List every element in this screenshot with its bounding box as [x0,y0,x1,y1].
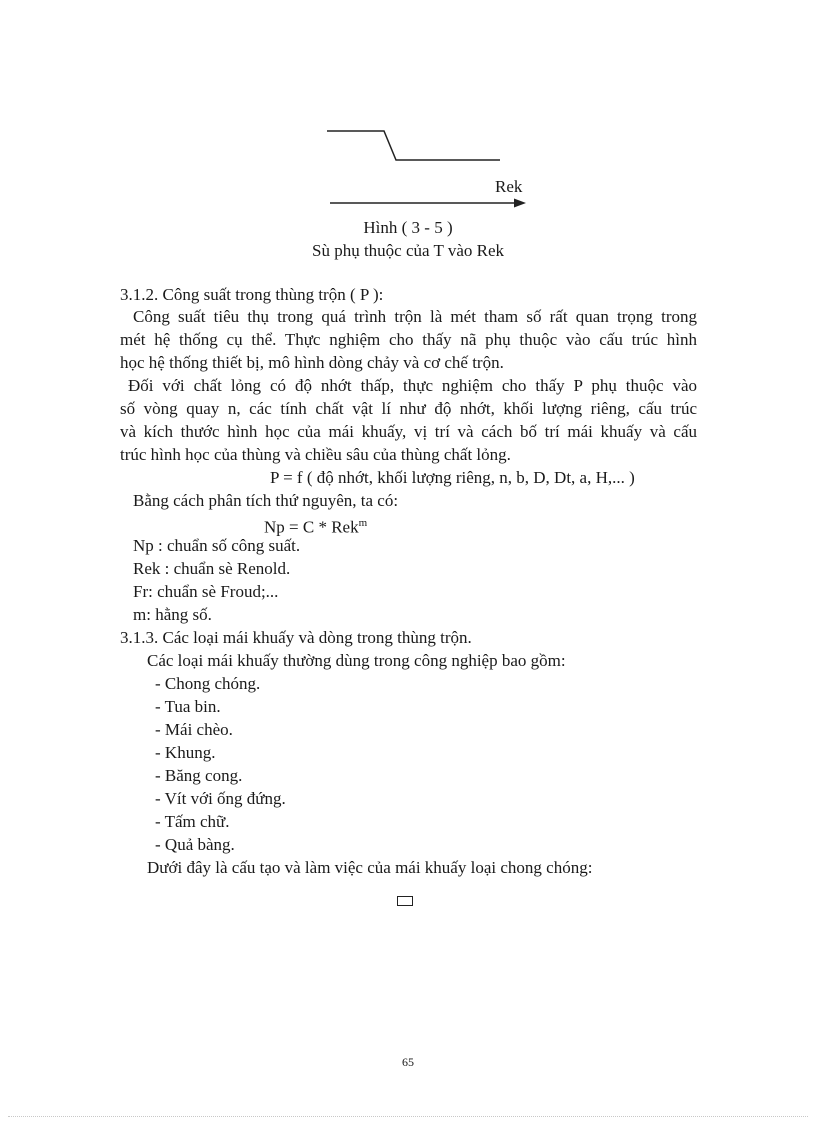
list-item: - Tua bin. [155,697,221,716]
para2-line-4: trúc hình học của thùng và chiều sâu của thùng chất lỏng. [120,445,511,464]
list-item: - Mái chèo. [155,720,233,739]
para2-line-2: số vòng quay n, các tính chất vật lí như độ nhớt, khối lượng riêng, cấu trúc [120,399,697,418]
list-item: - Tấm chữ. [155,812,230,831]
definition-m: m: hằng số. [133,605,212,624]
formula-np-exponent: m [358,517,368,529]
embedded-figure-placeholder [397,896,413,906]
para1-line-3: học hệ thống thiết bị, mô hình dòng chảy và cơ chế trộn. [120,353,504,372]
para2-line-3: và kích thước hình học của mái khuấy, vị trí và cách bố trí mái khuấy và cấu [120,422,697,441]
para1-line-1: Công suất tiêu thụ trong quá trình trộn là mét tham số rất quan trọng trong [133,307,697,326]
definition-np: Np : chuẩn số công suất. [133,536,301,555]
list-item: - Băng cong. [155,766,243,785]
list-item: - Chong chóng. [155,674,261,693]
section-313-intro: Các loại mái khuấy thường dùng trong công nghiệp bao gồm: [147,651,566,670]
page-bottom-divider [8,1116,808,1117]
list-item: - Khung. [155,743,216,762]
figure-caption-number: Hình ( 3 - 5 ) [363,218,453,237]
section-313-heading: 3.1.3. Các loại mái khuấy và dòng trong thùng trộn. [120,628,472,647]
figure-step-curve [0,0,816,240]
formula-np-base: Np = C * Rek [264,517,359,537]
page-number: 65 [402,1055,414,1069]
para2-line-1: Đối với chất lỏng có độ nhớt thấp, thực nghiệm cho thấy P phụ thuộc vào [128,376,697,395]
list-item: - Vít với ống đứng. [155,789,286,808]
figure-caption-title: Sù phụ thuộc của T vào Rek [311,241,504,260]
section-313-closing: Dưới đây là cấu tạo và làm việc của mái khuấy loại chong chóng: [147,858,593,877]
section-312-heading: 3.1.2. Công suất trong thùng trộn ( P ): [120,285,384,304]
formula-p: P = f ( độ nhớt, khối lượng riêng, n, b, D, Dt, a, H,... ) [270,468,635,487]
rek-axis-arrowhead [514,199,526,208]
definition-fr: Fr: chuẩn sè Froud;... [133,582,279,601]
para1-line-2: mét hệ thống cụ thể. Thực nghiệm cho thấy nã phụ thuộc vào cấu trúc hình [120,330,697,349]
list-item: - Quả bàng. [155,835,235,854]
step-curve-line [327,131,500,160]
dimensional-analysis-intro: Bằng cách phân tích thứ nguyên, ta có: [133,491,399,510]
definition-rek: Rek : chuẩn sè Renold. [133,559,291,578]
figure-axis-label: Rek [495,177,523,196]
